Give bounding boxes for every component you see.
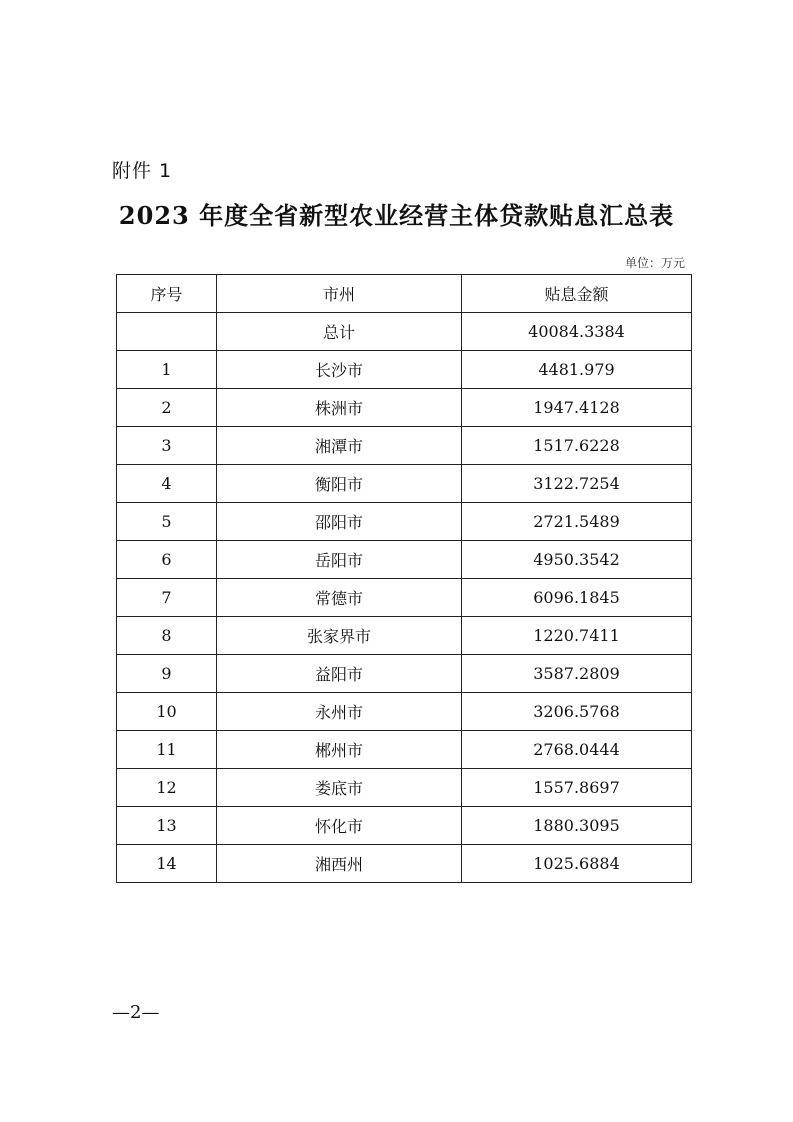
row-index: 2 [117, 389, 217, 427]
row-index: 3 [117, 427, 217, 465]
row-amount: 1880.3095 [462, 807, 692, 845]
row-amount: 6096.1845 [462, 579, 692, 617]
row-amount: 1947.4128 [462, 389, 692, 427]
row-amount: 4481.979 [462, 351, 692, 389]
row-city: 郴州市 [217, 731, 462, 769]
row-amount: 2768.0444 [462, 731, 692, 769]
table-row [117, 503, 692, 541]
row-amount: 4950.3542 [462, 541, 692, 579]
row-amount: 1025.6884 [462, 845, 692, 883]
row-index: 1 [117, 351, 217, 389]
row-city: 益阳市 [217, 655, 462, 693]
table-row [117, 617, 692, 655]
row-amount: 1557.8697 [462, 769, 692, 807]
total-amount-cell: 40084.3384 [462, 313, 692, 351]
row-index: 10 [117, 693, 217, 731]
document-title: 2023 年度全省新型农业经营主体贷款贴息汇总表 [118, 201, 675, 230]
row-city: 湘西州 [217, 845, 462, 883]
table-row [117, 655, 692, 693]
table-row [117, 731, 692, 769]
row-city: 怀化市 [217, 807, 462, 845]
total-label-cell: 总计 [217, 313, 462, 351]
header-amount: 贴息金额 [462, 275, 692, 313]
table-row [117, 541, 692, 579]
row-city: 邵阳市 [217, 503, 462, 541]
table-row [117, 693, 692, 731]
loan-subsidy-summary-table [116, 274, 692, 883]
row-city: 株洲市 [217, 389, 462, 427]
unit-note: 单位：万元 [624, 256, 685, 270]
row-index: 8 [117, 617, 217, 655]
row-index: 11 [117, 731, 217, 769]
row-index: 9 [117, 655, 217, 693]
row-index: 12 [117, 769, 217, 807]
row-index: 13 [117, 807, 217, 845]
row-city: 衡阳市 [217, 465, 462, 503]
table-row [117, 579, 692, 617]
table-row [117, 351, 692, 389]
row-city: 长沙市 [217, 351, 462, 389]
row-amount: 3122.7254 [462, 465, 692, 503]
attachment-label: 附件 1 [112, 160, 173, 182]
row-amount: 1517.6228 [462, 427, 692, 465]
row-city: 岳阳市 [217, 541, 462, 579]
table-header-row [117, 275, 692, 313]
row-index: 7 [117, 579, 217, 617]
page-number: —2— [112, 1002, 160, 1023]
row-index: 6 [117, 541, 217, 579]
row-city: 永州市 [217, 693, 462, 731]
table-row [117, 465, 692, 503]
row-amount: 3206.5768 [462, 693, 692, 731]
table-row [117, 389, 692, 427]
table-row [117, 769, 692, 807]
row-index: 5 [117, 503, 217, 541]
row-city: 张家界市 [217, 617, 462, 655]
table-row [117, 427, 692, 465]
row-city: 娄底市 [217, 769, 462, 807]
row-amount: 3587.2809 [462, 655, 692, 693]
table-row [117, 807, 692, 845]
row-city: 常德市 [217, 579, 462, 617]
total-index-cell [117, 313, 217, 351]
row-index: 14 [117, 845, 217, 883]
row-index: 4 [117, 465, 217, 503]
row-amount: 1220.7411 [462, 617, 692, 655]
header-city: 市州 [217, 275, 462, 313]
row-city: 湘潭市 [217, 427, 462, 465]
table-row [117, 845, 692, 883]
header-index: 序号 [117, 275, 217, 313]
row-amount: 2721.5489 [462, 503, 692, 541]
total-row [117, 313, 692, 351]
